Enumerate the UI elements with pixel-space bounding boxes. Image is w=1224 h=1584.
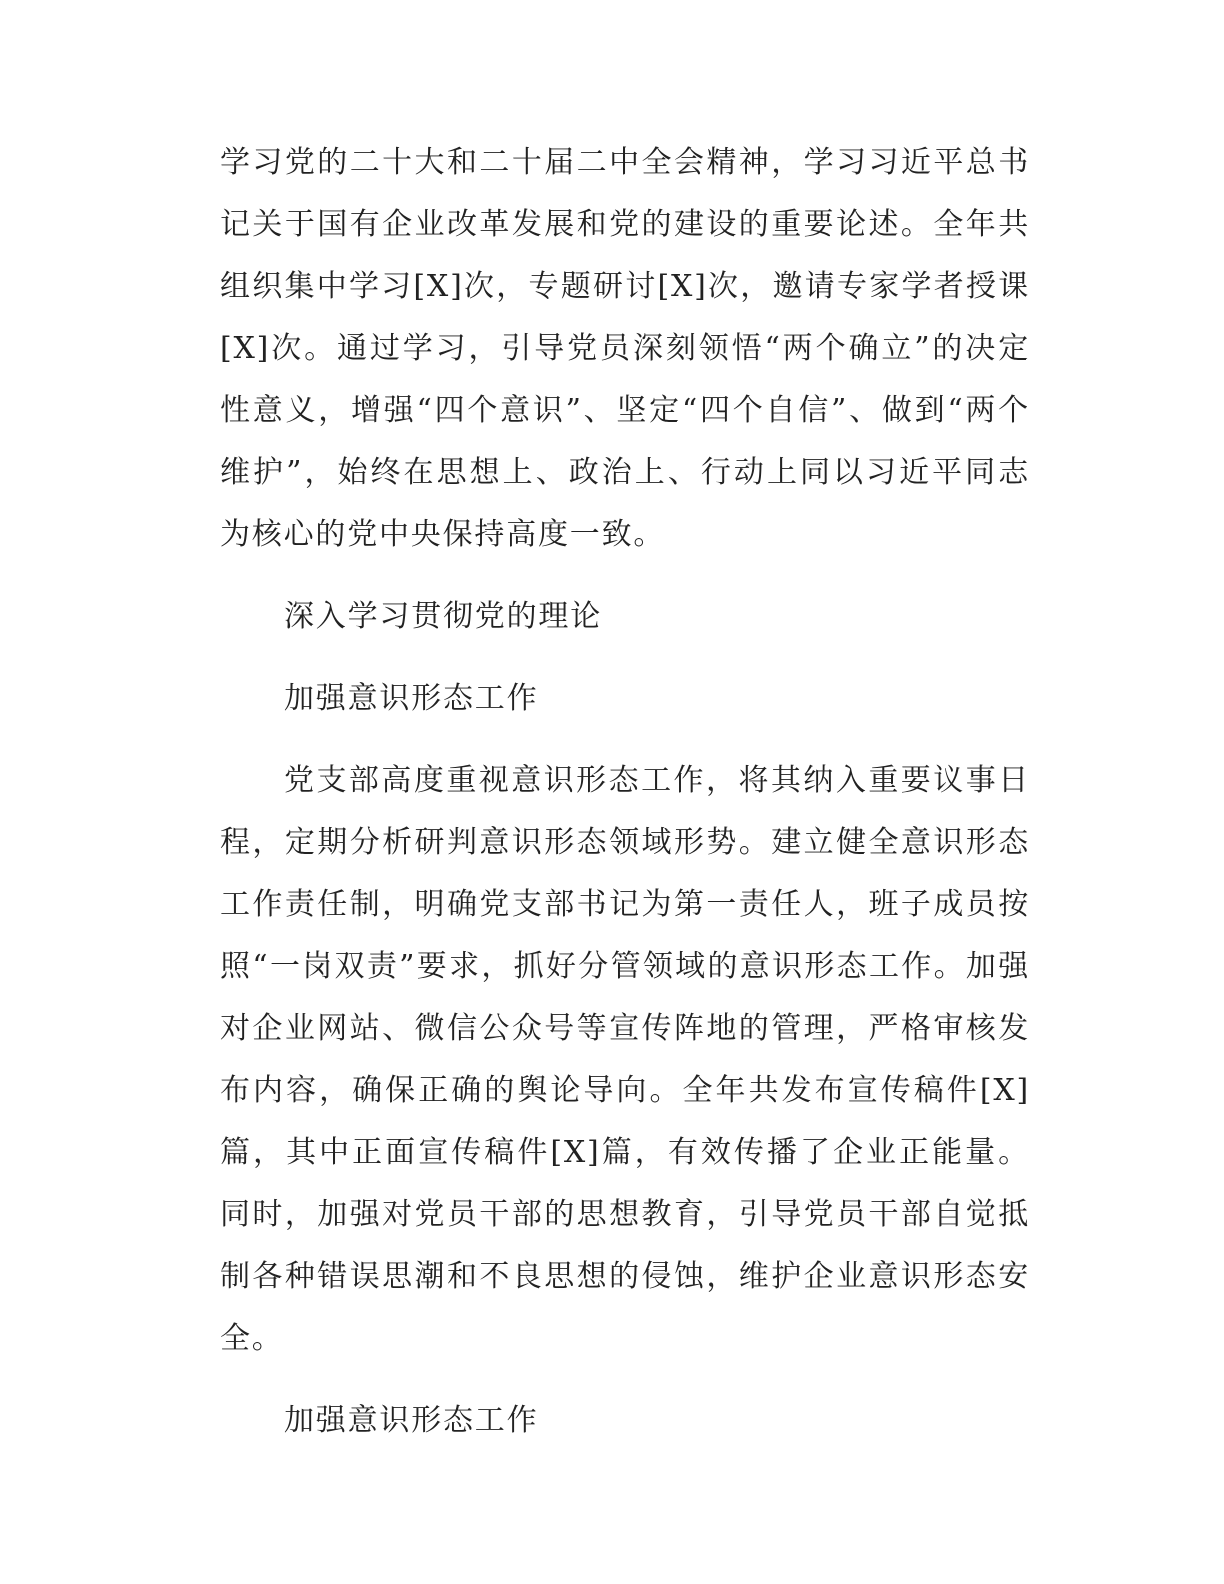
document-body	[220, 132, 1030, 1472]
section-heading-study-theory: 深入学习贯彻党的理论	[284, 599, 602, 634]
section-heading-ideology-work: 加强意识形态工作	[284, 681, 539, 716]
section-heading-ideology-work-repeat: 加强意识形态工作	[284, 1403, 539, 1438]
paragraph-party-study: 学习党的二十大和二十届二中全会精神，学习习近平总书记关于国有企业改革发展和党的建设的重要论述。全年共组织集中学习[X]次，专题研讨[X]次，邀请专家学者授课[X]次。通过学习，引导党员深刻领悟“两个确立”的决定性意义，增强“四个意识”、坚定“四个自信”、做到“两个维护”，始终在思想上、政治上、行动上同以习近平同志为核心的党中央保持高度一致。	[220, 145, 1030, 552]
paragraph-ideology-work: 党支部高度重视意识形态工作，将其纳入重要议事日程，定期分析研判意识形态领域形势。建立健全意识形态工作责任制，明确党支部书记为第一责任人，班子成员按照“一岗双责”要求，抓好分管领域的意识形态工作。加强对企业网站、微信公众号等宣传阵地的管理，严格审核发布内容，确保正确的舆论导向。全年共发布宣传稿件[X]篇，其中正面宣传稿件[X]篇，有效传播了企业正能量。同时，加强对党员干部的思想教育，引导党员干部自觉抵制各种错误思潮和不良思想的侵蚀，维护企业意识形态安全。	[220, 763, 1030, 1356]
